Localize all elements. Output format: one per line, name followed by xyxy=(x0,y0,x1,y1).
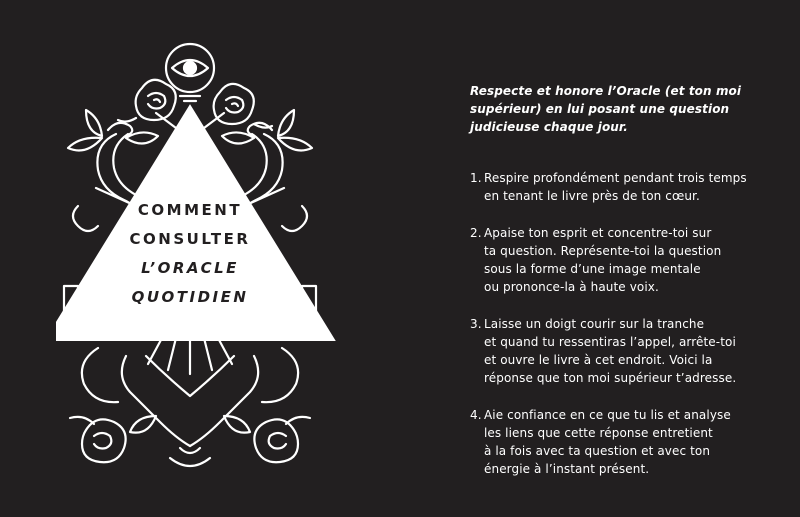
step-item xyxy=(470,224,790,296)
intro-line-1: Respecte et honore l’Oracle (et ton moi xyxy=(470,84,742,98)
step-number: 4. xyxy=(470,408,482,422)
step-line: et ouvre le livre à cet endroit. Voici la xyxy=(484,353,713,367)
step-item xyxy=(470,406,790,478)
step-item xyxy=(470,169,790,205)
title-line-4: QUOTIDIEN xyxy=(131,288,249,306)
intro-paragraph xyxy=(470,82,790,136)
intro-line-3: judicieuse chaque jour. xyxy=(470,120,628,134)
title-line-2: CONSULTER xyxy=(129,230,251,248)
step-line: énergie à l’instant présent. xyxy=(484,462,650,476)
page-title xyxy=(120,196,260,312)
step-number: 1. xyxy=(470,171,482,185)
step-line: ou prononce-la à haute voix. xyxy=(484,280,659,294)
step-line: ta question. Représente-toi la question xyxy=(484,244,722,258)
step-line: Apaise ton esprit et concentre-toi sur xyxy=(484,226,712,240)
step-line: et quand tu ressentiras l’appel, arrête-toi xyxy=(484,335,736,349)
step-line: Respire profondément pendant trois temps xyxy=(484,171,747,185)
intro-line-2: supérieur) en lui posant une question xyxy=(470,102,730,116)
step-line: à la fois avec ta question et avec ton xyxy=(484,444,711,458)
step-line: en tenant le livre près de ton cœur. xyxy=(484,189,700,203)
step-number: 2. xyxy=(470,226,482,240)
step-line: sous la forme d’une image mentale xyxy=(484,262,701,276)
steps-list xyxy=(470,169,790,478)
step-line: Laisse un doigt courir sur la tranche xyxy=(484,317,705,331)
step-number: 3. xyxy=(470,317,482,331)
title-line-1: COMMENT xyxy=(137,201,243,219)
instructions-column xyxy=(470,82,790,497)
step-line: Aie confiance en ce que tu lis et analyse xyxy=(484,408,731,422)
title-line-3: L’ORACLE xyxy=(141,259,239,277)
step-line: réponse que ton moi supérieur t’adresse. xyxy=(484,371,737,385)
step-line: les liens que cette réponse entretient xyxy=(484,426,713,440)
step-item xyxy=(470,315,790,387)
